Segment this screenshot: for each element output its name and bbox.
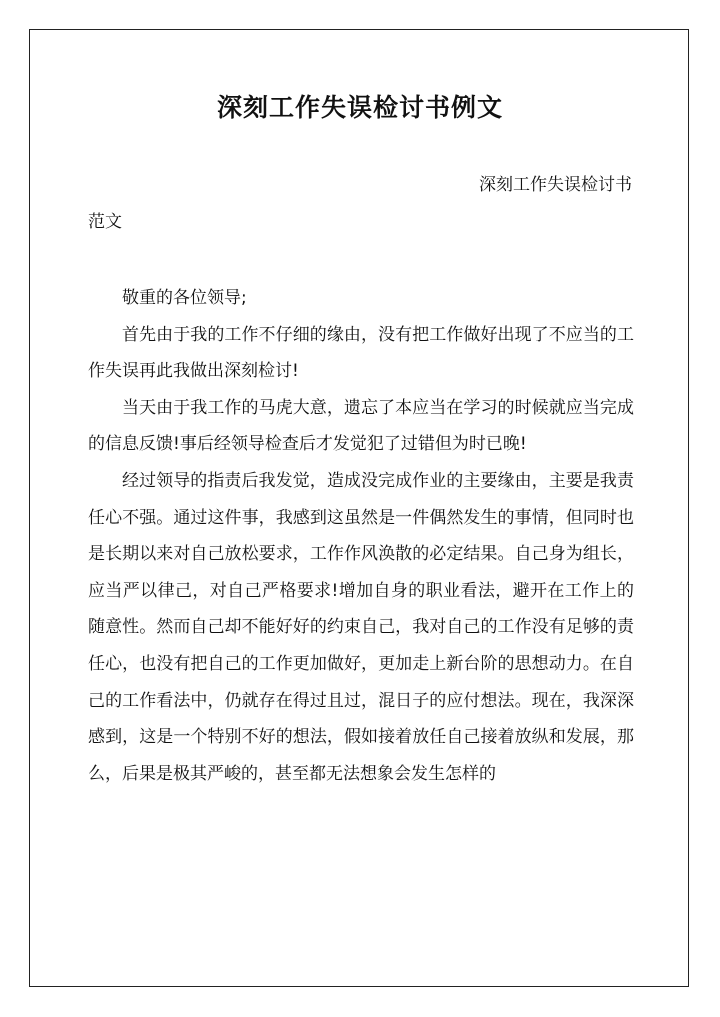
paragraph: 当天由于我工作的马虎大意，遗忘了本应当在学习的时候就应当完成的信息反馈!事后经领导检查后才发觉犯了过错但为时已晚! xyxy=(88,397,634,455)
document-subtitle: 深刻工作失误检讨书 xyxy=(479,175,632,195)
document-body xyxy=(88,280,634,792)
paragraph-salutation: 敬重的各位领导; xyxy=(122,288,247,308)
paragraph: 首先由于我的工作不仔细的缘由，没有把工作做好出现了不应当的工作失误再此我做出深刻检讨! xyxy=(88,324,634,382)
document-subtitle-continuation: 范文 xyxy=(88,212,122,232)
paragraph: 经过领导的指责后我发觉，造成没完成作业的主要缘由，主要是我责任心不强。通过这件事，我感到这虽然是一件偶然发生的事情，但同时也是长期以来对自己放松要求，工作作风涣散的必定结果。自己身为组长，应当严以律己，对自己严格要求!增加自身的职业看法，避开在工作上的随意性。然而自己却不能好好的约束自己，我对自己的工作没有足够的责任心，也没有把自己的工作更加做好，更加走上新台阶的思想动力。在自己的工作看法中，仍就存在得过且过，混日子的应付想法。现在，我深深感到，这是一个特别不好的想法，假如接着放任自己接着放纵和发展，那么，后果是极其严峻的，甚至都无法想象会发生怎样的 xyxy=(88,470,634,784)
document-title: 深刻工作失误检讨书例文 xyxy=(216,93,503,122)
